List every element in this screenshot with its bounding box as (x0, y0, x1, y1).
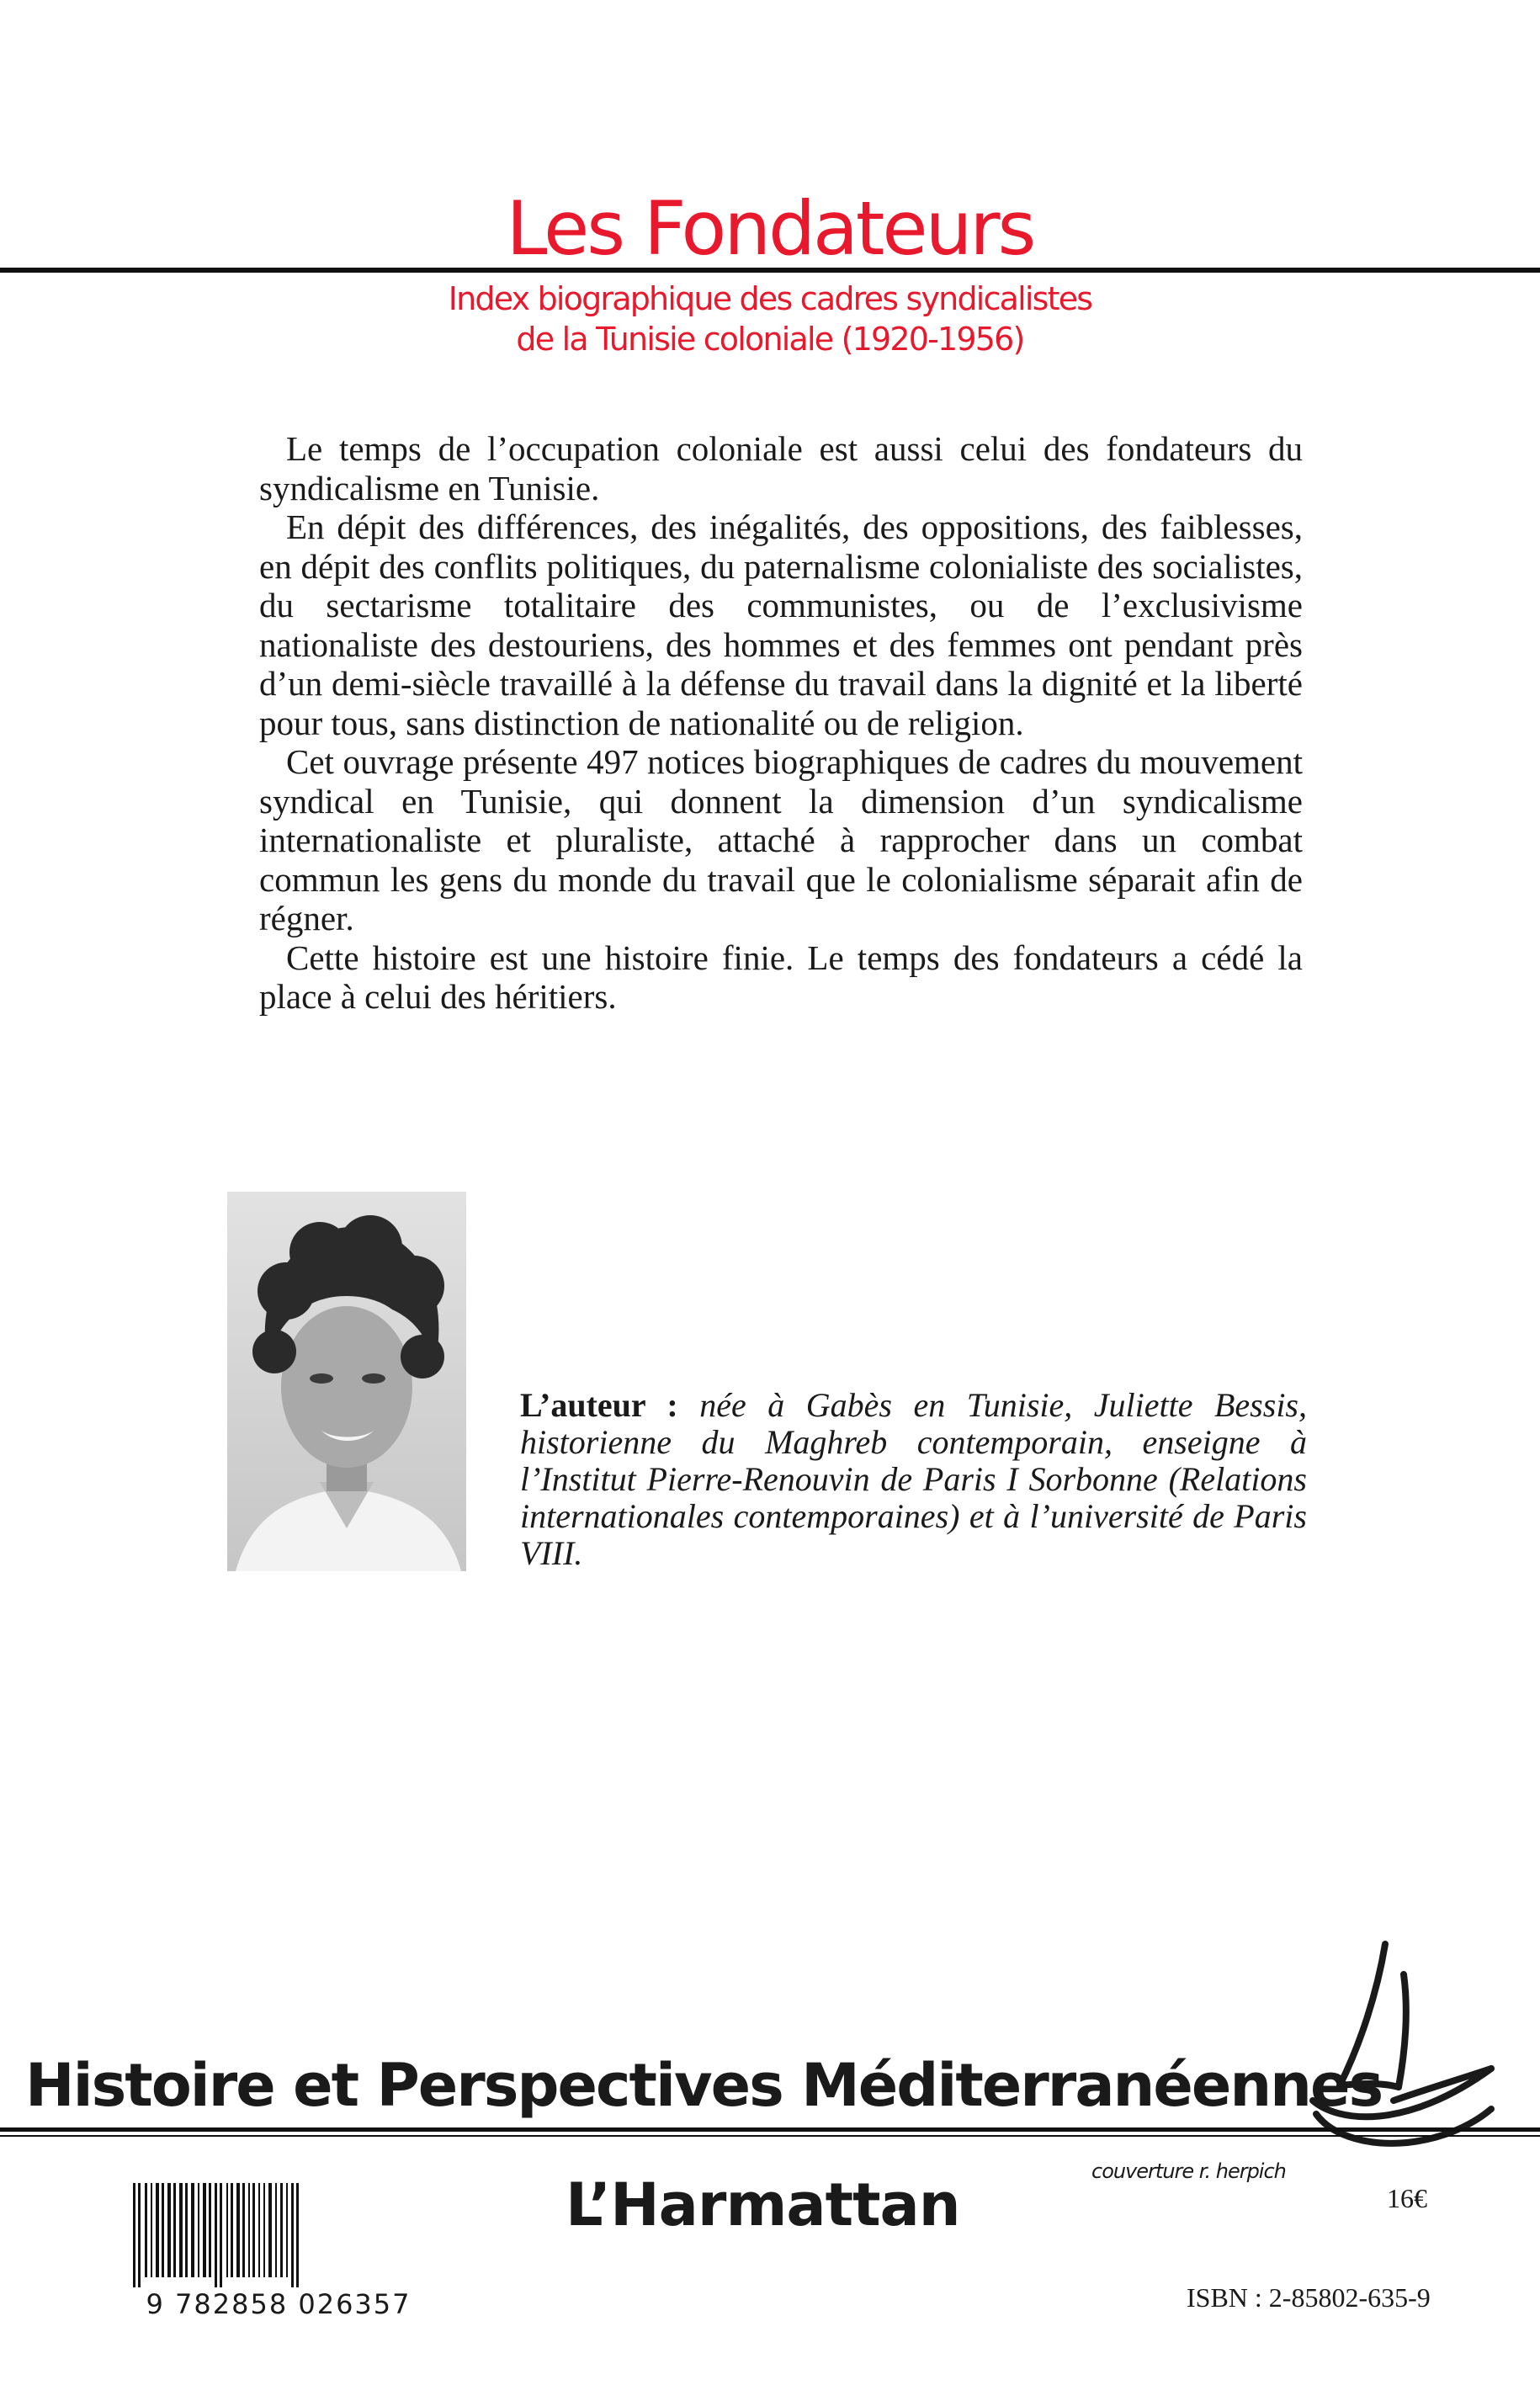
barcode-bar (133, 2183, 135, 2287)
bottom-rule-thin (0, 2135, 1540, 2137)
barcode-bar (291, 2183, 294, 2287)
barcode-bar (215, 2183, 217, 2287)
sailboat-logo-icon (1304, 1936, 1506, 2159)
barcode (128, 2183, 429, 2326)
barcode-bar (226, 2183, 228, 2277)
barcode-bar (156, 2183, 159, 2277)
author-label: L’auteur : (520, 1386, 678, 1424)
author-photo (227, 1192, 466, 1571)
barcode-bar (296, 2183, 299, 2287)
barcode-bar (191, 2183, 194, 2277)
barcode-bar (162, 2183, 164, 2277)
book-title: Les Fondateurs (506, 185, 1034, 272)
barcode-digits: 9 782858 026357 (146, 2288, 412, 2320)
barcode-bar (220, 2183, 222, 2287)
bottom-rule (0, 2127, 1540, 2132)
barcode-bar (268, 2183, 272, 2277)
barcode-bar (198, 2183, 199, 2277)
blurb-paragraph-3: Cet ouvrage présente 497 notices biographiques de cadres du mouvement syndical en Tunisie, qui donnent la dimension d’un syndicalisme internationaliste et pluraliste, attaché à rapprocher dans un combat commun les gens du monde du travail que le colonialisme séparait afin de régner. (259, 742, 1303, 938)
blurb (259, 429, 1303, 1017)
barcode-bar (151, 2183, 152, 2277)
barcode-bar (209, 2183, 211, 2277)
sailboat-logo-drawing (1304, 1936, 1506, 2159)
cover-credit: couverture r. herpich (1091, 2159, 1286, 2183)
barcode-bar (203, 2183, 206, 2277)
barcode-bar (173, 2183, 176, 2277)
subtitle-line-1: Index biographique des cadres syndicalistes (448, 280, 1092, 317)
barcode-bars (128, 2183, 429, 2287)
price: 16€ (1387, 2183, 1427, 2213)
barcode-bar (179, 2183, 183, 2277)
author-note (520, 1387, 1307, 1572)
isbn: ISBN : 2-85802-635-9 (1187, 2282, 1431, 2313)
blurb-paragraph-4: Cette histoire est une histoire finie. Le temps des fondateurs a cédé la place à celui des héritiers. (259, 938, 1303, 1016)
publisher-name: L’Harmattan (566, 2170, 960, 2239)
barcode-bar (236, 2183, 240, 2277)
subtitle-line-2: de la Tunisie coloniale (1920-1956) (516, 321, 1024, 358)
series-name: Histoire et Perspectives Méditerranéennes (25, 2051, 1383, 2120)
barcode-bar (231, 2183, 233, 2277)
author-bio: née à Gabès en Tunisie, Juliette Bessis, historienne du Maghreb contemporain, enseigne à l’Institut Pierre-Renouvin de Paris I Sorbonne (Relations internationales contemporaines) et à l’université de Paris VIII. (520, 1386, 1307, 1572)
barcode-bar (280, 2183, 283, 2277)
barcode-bar (145, 2183, 147, 2277)
barcode-bar (138, 2183, 141, 2287)
barcode-bar (263, 2183, 265, 2277)
barcode-bar (185, 2183, 188, 2277)
barcode-bar (275, 2183, 277, 2277)
barcode-bar (248, 2183, 250, 2277)
blurb-paragraph-2: En dépit des différences, des inégalités, des oppositions, des faiblesses, en dépit des conflits politiques, du paternalisme colonialiste des socialistes, du sectarisme totalitaire des communistes, ou de l’exclusivisme nationaliste des destouriens, des hommes et des femmes ont pendant près d’un demi-siècle travaillé à la défense du travail dans la dignité et la liberté pour tous, sans distinction de nationalité ou de religion. (259, 507, 1303, 742)
barcode-bar (252, 2183, 255, 2277)
barcode-bar (167, 2183, 171, 2277)
barcode-bar (242, 2183, 245, 2277)
barcode-bar (286, 2183, 288, 2277)
blurb-paragraph-1: Le temps de l’occupation coloniale est aussi celui des fondateurs du syndicalisme en Tunisie. (259, 429, 1303, 507)
barcode-bar (258, 2183, 260, 2277)
author-portrait-image (227, 1192, 466, 1571)
